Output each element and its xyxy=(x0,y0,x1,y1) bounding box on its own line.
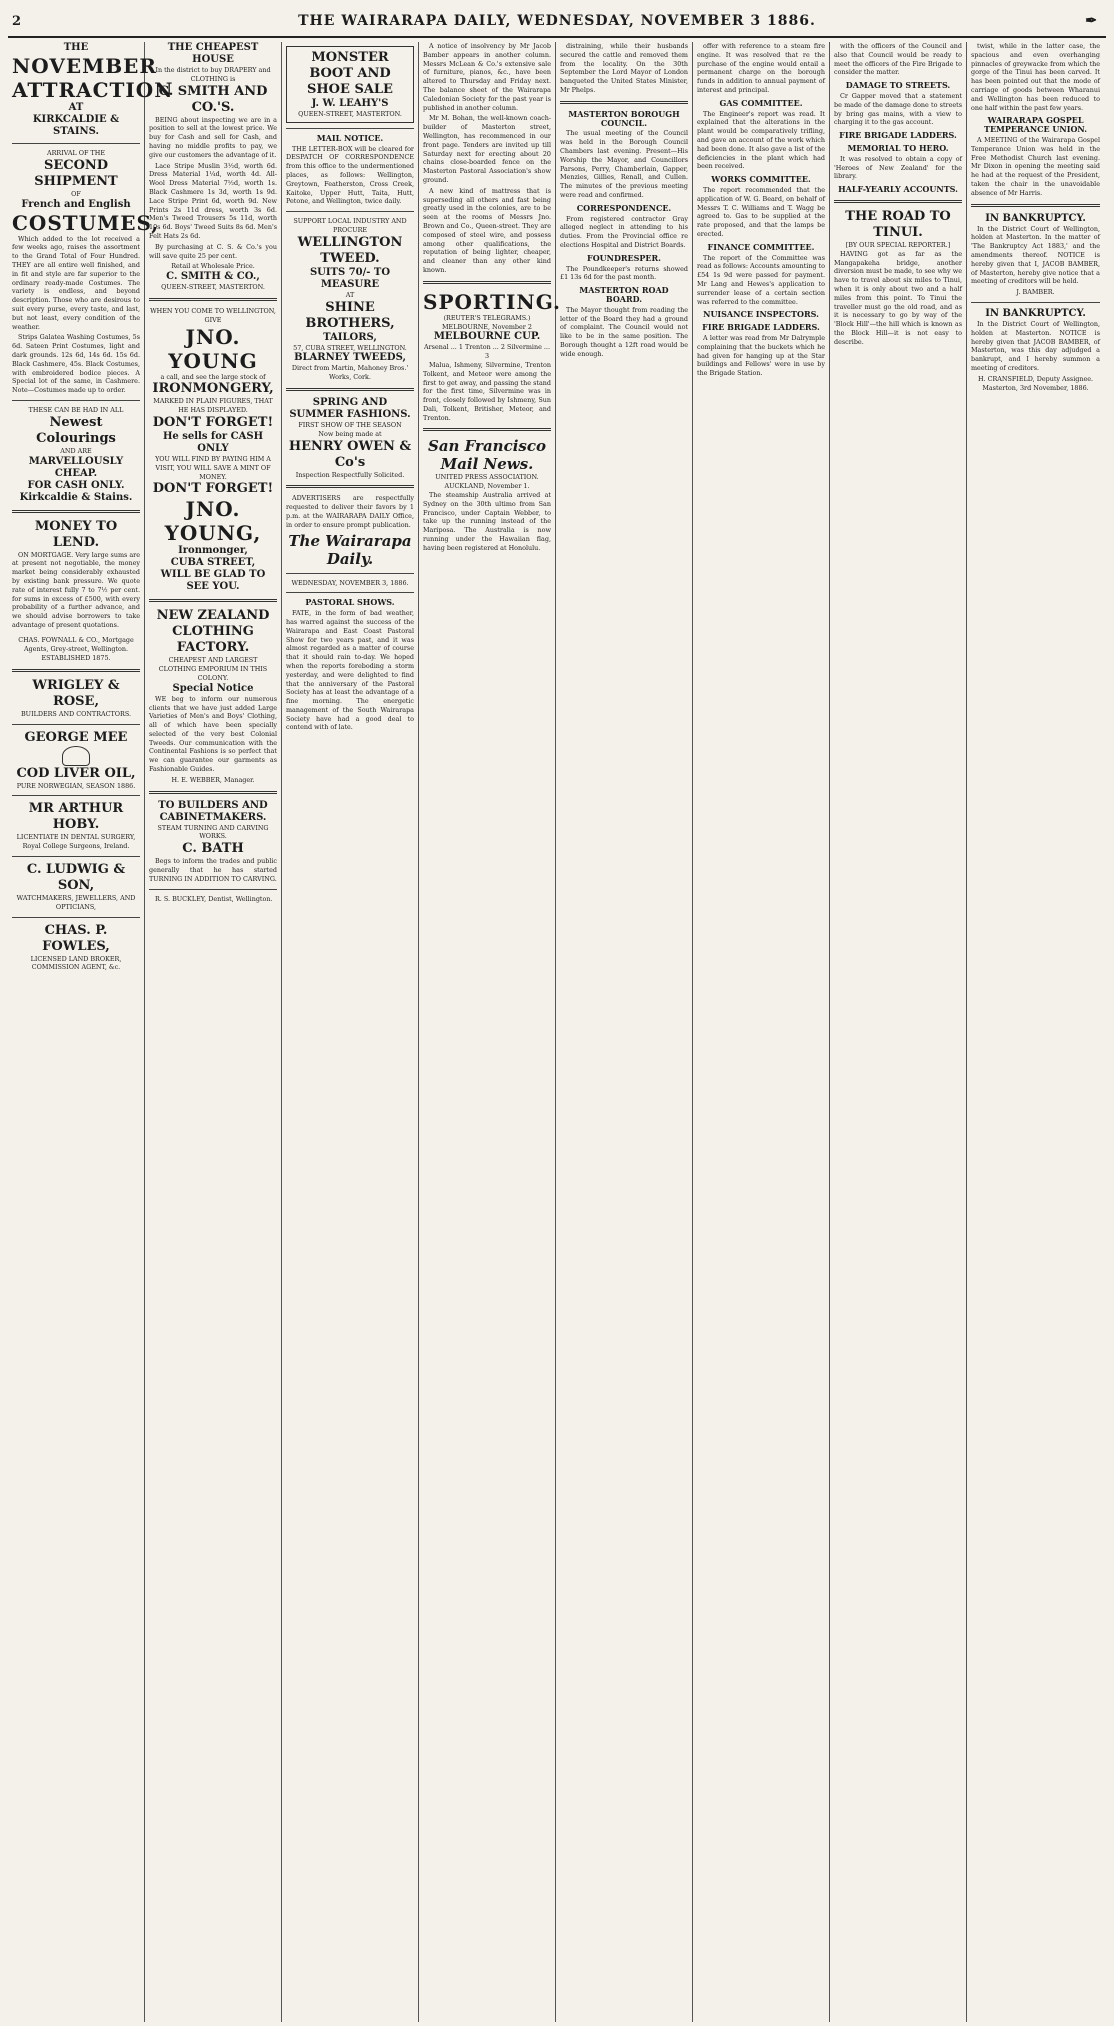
council-body: The usual meeting of the Council was held in the Borough Council Chambers last evening. Present—His Worship the Mayor, and Councillors Parsons, Perry, Chamberlain, Gapper, Menzies, Gillies, Renall, and Cullen. The minutes of the previous meeting were read and confirmed. xyxy=(560,129,688,199)
brigade-heading: FIRE BRIGADE LADDERS. xyxy=(839,130,957,141)
wrigley-sub: BUILDERS AND CONTRACTORS. xyxy=(20,709,132,718)
column-7 xyxy=(830,42,967,2022)
ad-newest: Newest Colourings xyxy=(36,414,116,446)
half-yearly-heading: HALF-YEARLY ACCOUNTS. xyxy=(838,184,958,195)
monster-ad xyxy=(286,46,414,123)
young-when: WHEN YOU COME TO WELLINGTON, GIVE xyxy=(150,306,276,324)
smith-retail: Retail at Wholesale Price. xyxy=(171,262,255,271)
melb-cup: MELBOURNE CUP. xyxy=(433,331,541,343)
sporting-heading: SPORTING. xyxy=(423,289,562,314)
column-2 xyxy=(145,42,282,2022)
first-show: FIRST SHOW OF THE SEASON xyxy=(298,420,402,429)
mail-heading: MAIL NOTICE. xyxy=(316,132,384,143)
leahy: J. W. LEAHY'S xyxy=(311,98,389,109)
young-mint: YOU WILL FIND BY PAYING HIM A VISIT, YOU WILL SAVE A MINT OF MONEY. xyxy=(155,454,271,481)
shine-heading: SHINE BROTHERS, xyxy=(305,299,395,331)
young-call: a call, and see the large stock of xyxy=(160,372,266,381)
news-7-1: with the officers of the Council and also that Council would be ready to meet the officers of the Fire Brigade to consider the matter. xyxy=(834,42,962,77)
smith-address: QUEEN-STREET, MASTERTON. xyxy=(161,283,265,292)
young-dont: DON'T FORGET! xyxy=(152,414,274,430)
works-heading: WORKS COMMITTEE. xyxy=(711,174,811,185)
shine-at: AT xyxy=(345,290,355,299)
ludwig-sub: WATCHMAKERS, JEWELLERS, AND OPTICIANS, xyxy=(16,894,136,911)
column-8 xyxy=(967,42,1104,2022)
paper-date: WEDNESDAY, NOVEMBER 3, 1886. xyxy=(291,578,409,587)
cod-sub: PURE NORWEGIAN, SEASON 1886. xyxy=(16,781,136,790)
bamber-signature: J. BAMBER. xyxy=(1016,288,1055,297)
ad-store: KIRKCALDIE & STAINS. xyxy=(32,114,120,137)
nz-heading: NEW ZEALAND xyxy=(156,608,270,624)
hero-heading: MEMORIAL TO HERO. xyxy=(847,142,949,153)
hero-body: It was resolved to obtain a copy of 'Heroes of New Zealand' for the library. xyxy=(834,154,962,181)
nuisance-heading: NUISANCE INSPECTORS. xyxy=(703,309,819,320)
news-5-1: distraining, while their husbands secured the cattle and removed them from the locality. On the 30th September the Lord Mayor of London banqueted the United States Minister, Mr Phelps. xyxy=(560,42,688,94)
masthead xyxy=(8,6,1106,38)
young-glad: WILL BE GLAD TO SEE YOU. xyxy=(160,569,266,593)
bath-body: Begs to inform the trades and public generally that he has started TURNING IN ADDITION TO CARVING. xyxy=(149,857,277,883)
ad-at: AT xyxy=(68,102,84,113)
factory-heading: CLOTHING FACTORY. xyxy=(172,624,254,656)
correspondence-heading: CORRESPONDENCE. xyxy=(576,202,672,213)
cheapest-heading: THE CHEAPEST HOUSE xyxy=(167,42,259,65)
melb-date: MELBOURNE, November 2 xyxy=(442,322,532,331)
pastoral-body: FATE, in the form of bad weather, has warred against the success of the Wairarapa and East Coast Pastoral Show for two years past, and it was almost regarded as a matter of course that it should rain to-day. We hoped when the reports foreboding a storm yesterday, and were delighted to find that the anniversary of the Pastoral Society has at least the advantage of a fine morning. The energetic management of the South Wairarapa Society have had a good deal to contend with of late. xyxy=(286,609,414,732)
sf-body: The steamship Australia arrived at Sydney on the 30th ultimo from San Francisco, under Captain Webber, to take up the running instead of the Mariposa. The Australia is now running under the Hawaiian flag, having been registered at Honolulu. xyxy=(423,491,551,552)
suits: SUITS 70/- TO MEASURE xyxy=(309,266,391,290)
young-cash: He sells for CASH ONLY xyxy=(162,430,264,454)
owen-inspect: Inspection Respectfully Solicited. xyxy=(295,470,405,479)
column-6 xyxy=(693,42,830,2022)
fowles-sub: LICENSED LAND BROKER, COMMISSION AGENT, &c. xyxy=(30,954,122,972)
ad-november: NOVEMBER xyxy=(12,54,158,78)
united-press: UNITED PRESS ASSOCIATION. xyxy=(435,473,539,482)
royal-crest-icon xyxy=(62,746,90,766)
ad-and-are: AND ARE xyxy=(60,446,92,455)
money-body: ON MORTGAGE. Very large sums are at present not negotiable, the money market being considerably exhausted by existing bank pressure. We quote rate of interest fully 7 to 7½ per cent. for sums in excess of £500, with every probability of a further advance, and we should advise borrowers to take advantage of present quotations. xyxy=(12,550,140,629)
columns xyxy=(8,42,1106,2022)
wrigley-heading: WRIGLEY & ROSE, xyxy=(32,677,120,709)
special-notice: Special Notice xyxy=(172,682,254,694)
smith-cash-note: By purchasing at C. S. & Co.'s you will save quite 25 per cent. xyxy=(149,242,277,260)
bankruptcy-heading: IN BANKRUPTCY. xyxy=(985,212,1086,224)
road-board-heading: MASTERTON ROAD BOARD. xyxy=(579,285,669,304)
ad-body: Which added to the lot received a few weeks ago, raises the assortment to the Grand Total of Four Hundred. THEY are all entire well finished, and in fit and style are far superior to the ordinary ready-made Costumes. The variety is endless, and beyond description. Those who are desirous to suit every purse, every taste, and last, but not least, every condition of the weather. xyxy=(12,234,140,331)
young-marked: MARKED IN PLAIN FIGURES, THAT HE HAS DISPLAYED. xyxy=(153,397,273,415)
special-reporter: [BY OUR SPECIAL REPORTER.] xyxy=(845,240,951,249)
finance-heading: FINANCE COMMITTEE. xyxy=(707,241,815,252)
special-body: WE beg to inform our numerous clients that we have just added Large Varieties of Men's and Boys' Clothing, all of which have been specially selected of the very best Colonial Tweeds. Our communication with the Continental Fashions is so perfect that we can guarantee our garments as Fashionable Guides. xyxy=(149,694,277,774)
deputy-signature: H. CRANSFIELD, Deputy Assignee. Masterton, 3rd November, 1886. xyxy=(977,374,1094,392)
ad-costumes: COSTUMES, xyxy=(12,210,160,235)
advertisers-note: ADVERTISERS are respectfully requested to deliver their favors by 1 p.m. at the WAIRARAPA DAILY Office, in order to ensure prompt publication. xyxy=(286,494,414,529)
ad-cheap: MARVELLOUSLY CHEAP. xyxy=(28,455,124,479)
council-heading: MASTERTON BOROUGH COUNCIL. xyxy=(568,108,680,128)
support: SUPPORT LOCAL INDUSTRY AND PROCURE xyxy=(293,217,407,234)
tinui-body: HAVING got as far as the Mangapakeha bridge, another diversion must be made, to see why we have to travel about six miles to Tinui, when it is only about two and a half miles from this point. To Tinui the traveller must go the old road, and as it is necessary to go by way of the 'Block Hill'—the hill which is known as the Block Hill—it is not easy to describe. xyxy=(834,249,962,346)
drapery-line: In the district to buy DRAPERY and CLOTHING is xyxy=(155,66,271,83)
tweed-heading: WELLINGTON TWEED. xyxy=(297,234,403,266)
damage-body: Cr Gapper moved that a statement be made of the damage done to streets by bring gas mains, with a view to charging it to the gas account. xyxy=(834,91,962,127)
leahy-address: QUEEN-STREET, MASTERTON. xyxy=(298,110,402,118)
young-heading-2: JNO. YOUNG, xyxy=(164,497,262,546)
money-heading: MONEY TO LEND. xyxy=(34,518,118,550)
newspaper-title: THE WAIRARAPA DAILY, WEDNESDAY, NOVEMBER 3 1886. xyxy=(298,13,816,29)
reuter: (REUTER'S TELEGRAMS.) xyxy=(443,313,531,322)
ad-arrival: ARRIVAL OF THE xyxy=(46,149,106,157)
steam: STEAM TURNING AND CARVING WORKS. xyxy=(157,823,269,841)
george-mee: GEORGE MEE xyxy=(24,729,128,745)
ad-the: THE xyxy=(63,42,89,53)
mail-body: THE LETTER-BOX will be cleared for DESPATCH OF CORRESPONDENCE from this office to the undermentioned places, as follows: Wellington, Greytown, Featherston, Cross Creek, Kaitoke, Upper Hutt, Taita, Hutt, Petone, and Wellington, twice daily. xyxy=(286,144,414,206)
young-heading: JNO. YOUNG xyxy=(168,324,258,373)
now-made: Now being made at xyxy=(318,429,382,438)
gas-body: The Engineer's report was read. It explained that the alterations in the plant would be comparatively trifling, and gave an account of the work which had been done. It also gave a list of the deficiencies in the plant which had been received. xyxy=(697,109,825,171)
bankruptcy-body: In the District Court of Wellington, holden at Masterton. In the matter of 'The Bankruptcy Act 1883,' and the amendments thereof. NOTICE is hereby given that I, JACOB BAMBER, of Masterton, hereby give notice that a meeting of creditors will be held. xyxy=(971,224,1100,286)
road-board-body: The Mayor thought from reading the letter of the Board they had a ground of complaint. The Council would not like to be in the same position. The Borough thought a 12ft road would be wide enough. xyxy=(560,305,688,358)
ad-attraction: ATTRACTION xyxy=(12,78,174,102)
builders: TO BUILDERS AND CABINETMAKERS. xyxy=(158,799,268,823)
fownall: CHAS. FOWNALL & CO., Mortgage Agents, Grey-street, Wellington. ESTABLISHED 1875. xyxy=(18,636,134,662)
ad-cash: FOR CASH ONLY. xyxy=(27,479,125,491)
column-4 xyxy=(419,42,562,2022)
webber: H. E. WEBBER, Manager. xyxy=(171,775,255,784)
factory-sub: CHEAPEST AND LARGEST CLOTHING EMPORIUM IN THIS COLONY. xyxy=(158,656,268,682)
news-2: Mr M. Bohan, the well-known coach-builder of Masterton street, Wellington, has recommenced in our front page. Tenders are invited up till Saturday next for erecting about 20 chains close-boarded fence on the Masterton Pastoral Association's show ground. xyxy=(423,114,551,184)
damage-heading: DAMAGE TO STREETS. xyxy=(845,80,951,91)
ad-these: THESE CAN BE HAD IN ALL xyxy=(28,405,124,414)
ad-store-2: Kirkcaldie & Stains. xyxy=(19,491,133,503)
ad-second: SECOND SHIPMENT xyxy=(34,157,118,189)
bankruptcy-body-2: In the District Court of Wellington, holden at Masterton. NOTICE is hereby given that JACOB BAMBER, of Masterton, was this day adjudged a bankrupt, and I hereby summon a meeting of creditors. xyxy=(971,319,1100,372)
young-dont-2: DON'T FORGET! xyxy=(152,481,274,497)
ad-of: OF xyxy=(71,189,81,198)
bath-heading: C. BATH xyxy=(182,841,244,857)
works-body: The report recommended that the application of W. G. Beard, on behalf of Messrs T. C. Williams and T. Wagg be agreed to. Gas to be supplied at the rate proposed, and that the lamps be erected. xyxy=(697,185,825,238)
finance-body: The report of the Committee was read as follows: Accounts amounting to £54 1s 9d were passed for payment. Mr Lang and Hewes's application to surrender lease of a certain section was referred to the committee. xyxy=(697,253,825,306)
hoby-sub: LICENTIATE IN DENTAL SURGERY, Royal College Surgeons, Ireland. xyxy=(16,833,136,851)
news-6-1: offer with reference to a steam fire engine. It was resolved that re the purchase of the engine would entail a permanent charge on the borough funds in addition to annual payment of interest and principal. xyxy=(697,42,825,94)
smith-list: Lace Stripe Muslin 3½d, worth 6d. Dress Material 1¼d, worth 4d. All-Wool Dress Material 7½d, worth 1s. Black Cashmere 1s 3d, worth 1s 9d. Lace Stripe Print 6d, worth 9d. New Prints 2s 11d dress, worth 3s 6d. Men's Tweed Trousers 5s 11d, worth 10s 6d. Boys' Tweed Suits 8s 6d. Men's Felt Hats 2s 6d. xyxy=(149,161,277,240)
spring-heading: SPRING AND SUMMER FASHIONS. xyxy=(289,396,411,420)
owen-heading: HENRY OWEN & Co's xyxy=(288,438,412,470)
cup-body: Malua, Ishmeny, Silvermine, Trenton Tolkent, and Meteor were among the first to get away, and passing the stand for the first time, Silvermine was in front, closely followed by Ishmeny, Sun Dali, Tolkent, Britisher, Meteor, and Trenton. xyxy=(423,360,551,422)
news-3: A new kind of mattress that is superseding all others and fast being greatly used in the colonies, are to be seen at the rooms of Messrs Jno. Brown and Co., Queen-street. They are composed of steel wire, and possess among other qualifications, the reputation of being lighter, cheaper, and cleaner than any other kind known. xyxy=(423,186,551,274)
column-5 xyxy=(556,42,693,2022)
smith-heading-2: C. SMITH & CO., xyxy=(166,271,260,283)
cod-liver-oil: COD LIVER OIL, xyxy=(16,765,136,781)
fire-heading: FIRE BRIGADE LADDERS. xyxy=(702,322,820,333)
pound-heading: FOUNDRESPER. xyxy=(587,252,661,263)
young-cuba: CUBA STREET, xyxy=(170,557,256,569)
smith-body: BEING about inspecting we are in a position to sell at the lowest price. We buy for Cash and sell for Cash, and having no middle profits to pay, we give our customers the advantage of it. xyxy=(149,115,277,159)
ludwig-heading: C. LUDWIG & SON, xyxy=(26,862,126,894)
blarney-sub: Direct from Martin, Mahoney Bros.' Works, Cork. xyxy=(291,364,409,382)
news-1: A notice of insolvency by Mr Jacob Bamber appears in another column. Messrs McLean & Co.'s extensive sale of furniture, pianos, &c., have been altered to Thursday and Friday next. The balance sheet of the Wairarapa Caledonian Society for the past year is published in another column. xyxy=(423,42,551,112)
young-iron-2: Ironmonger, xyxy=(178,545,248,557)
shine-tailors: TAILORS, xyxy=(323,331,377,343)
news-8-1: twist, while in the latter case, the spacious and even overhanging pinnacles of greywacke from which the gorge of the Tinui has been carved. It has been pointed out that the mode of carriage of goods between Wharanui and Wellington has been reduced to one half within the past few years. xyxy=(971,42,1100,112)
column-3 xyxy=(282,42,419,2022)
monster-heading: MONSTER BOOT AND SHOE SALE xyxy=(307,50,393,97)
column-1 xyxy=(8,42,174,2022)
sf-heading: San Francisco Mail News. xyxy=(427,437,546,474)
cup-results: Arsenal ... 1 Trenton ... 2 Silvermine ... 3 xyxy=(424,343,550,361)
ad-french: French and English xyxy=(21,198,131,210)
hoby-heading: MR ARTHUR HOBY. xyxy=(28,801,124,833)
blarney: BLARNEY TWEEDS, xyxy=(294,352,406,364)
gas-heading: GAS COMMITTEE. xyxy=(719,97,803,108)
temperance-heading: WAIRARAPA GOSPEL TEMPERANCE UNION. xyxy=(983,115,1088,135)
tinui-heading: THE ROAD TO TINUI. xyxy=(845,208,951,240)
pastoral-heading: PASTORAL SHOWS. xyxy=(305,597,395,608)
ad-lines: Strips Galatea Washing Costumes, 5s 6d. Sateen Print Costumes, light and dark grounds. 12s 6d, 14s 6d. 15s 6d. Black Cashmere, 45s. Black Costumes, with embroidered bodice pieces. A Special lot of the same, in Cashmere. Note—Costumes made up to order. xyxy=(12,333,140,395)
bankruptcy-heading-2: IN BANKRUPTCY. xyxy=(985,307,1086,319)
young-iron: IRONMONGERY, xyxy=(152,381,274,397)
shine-address: 57, CUBA STREET, WELLINGTON. xyxy=(293,343,407,352)
stamp-icon: ✒ xyxy=(1085,13,1098,29)
pound-body: The Poundkeeper's returns showed £1 13s 6d for the past month. xyxy=(560,264,688,282)
correspondence-body: From registered contractor Gray alleged neglect in attending to his duties. From the Provincial office re elections Hospital and District Boards. xyxy=(560,214,688,249)
paper-name: The Wairarapa Daily. xyxy=(288,531,412,568)
buckley: R. S. BUCKLEY, Dentist, Wellington. xyxy=(155,894,273,903)
fire-body: A letter was read from Mr Dalrymple complaining that the buckets which he had given for hanging up at the Star buildings and Fellows' were in use by the Brigade Station. xyxy=(697,333,825,378)
page-number: 2 xyxy=(12,13,23,29)
auckland-date: AUCKLAND, November 1. xyxy=(444,482,530,491)
temperance-body: A MEETING of the Wairarapa Gospel Temperance Union was held in the Free Methodist Church last evening. Mr Dixon in opening the meeting said he had at the request of the President, taken the chair in the unavoidable absence of Mr Harris. xyxy=(971,135,1100,197)
smith-heading: C. SMITH AND CO.'S. xyxy=(158,83,268,115)
fowles-heading: CHAS. P. FOWLES, xyxy=(42,922,110,954)
